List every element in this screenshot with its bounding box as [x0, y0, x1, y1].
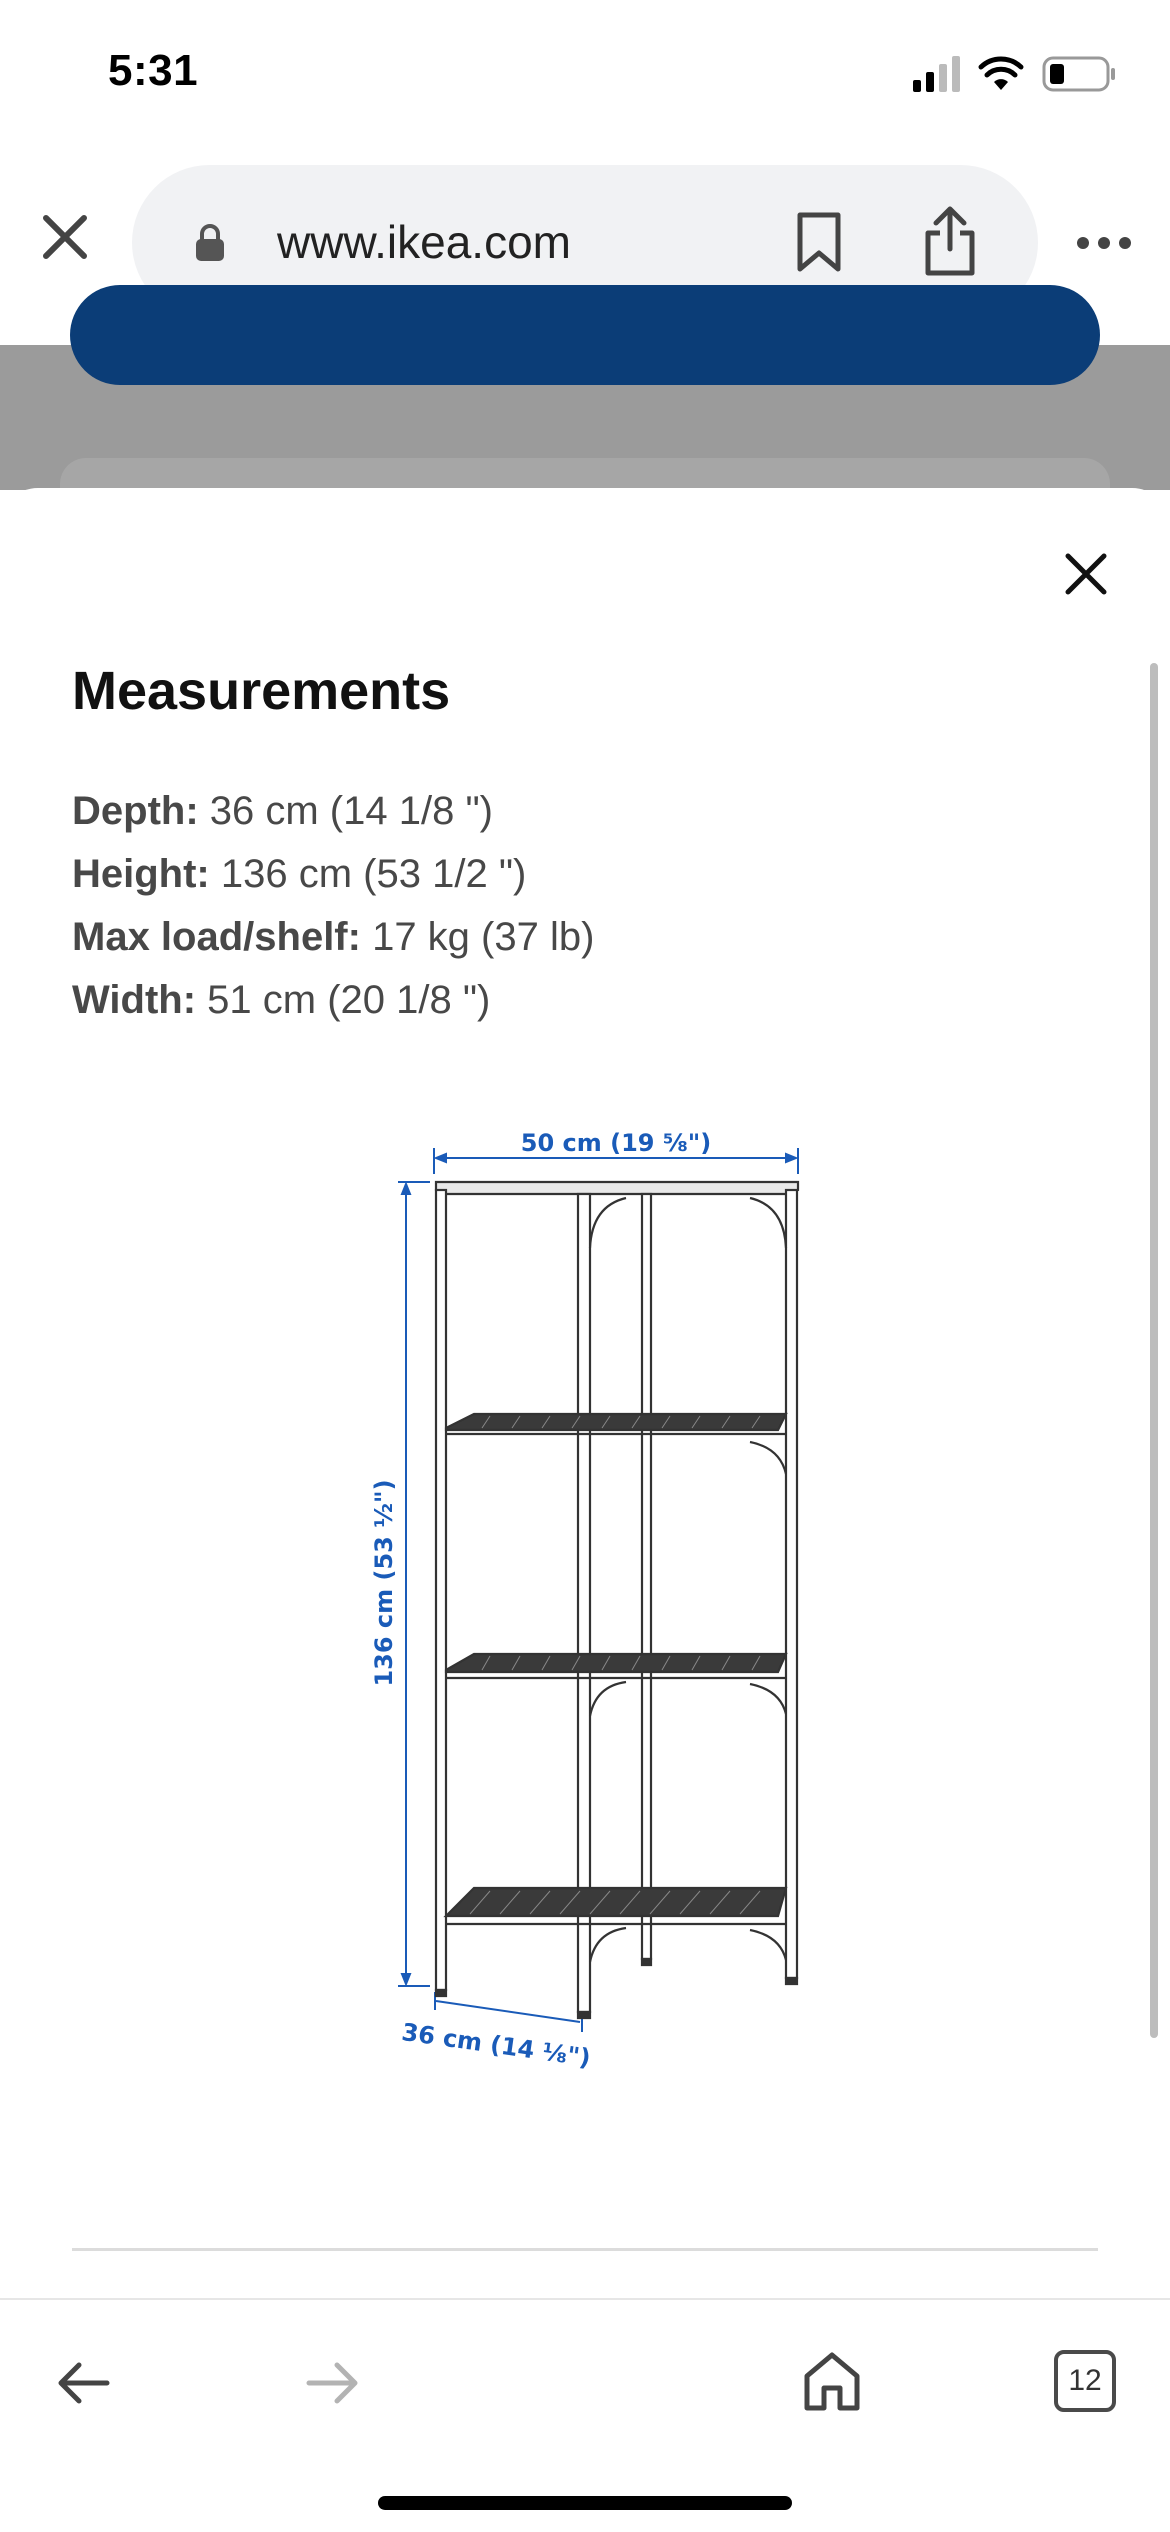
status-bar — [0, 0, 1170, 150]
cellular-signal-icon — [913, 56, 960, 92]
measurement-depth — [72, 780, 594, 843]
scrollbar[interactable] — [1150, 663, 1158, 2038]
width-label: 50 cm (19 ⅝") — [520, 1129, 712, 1157]
close-icon[interactable] — [38, 210, 92, 264]
lock-icon — [194, 223, 226, 263]
tabs-button[interactable]: 12 — [1054, 2350, 1116, 2412]
browser-bottom-toolbar — [0, 2298, 1170, 2532]
measurement-value: 17 kg (37 lb) — [372, 915, 595, 959]
measurement-label: Height: — [72, 852, 210, 896]
measurement-value: 36 cm (14 1/8 ") — [209, 789, 493, 833]
measurement-value: 136 cm (53 1/2 ") — [220, 852, 527, 896]
page-title: Measurements — [72, 661, 451, 721]
depth-label: 36 cm (14 ⅛") — [399, 2017, 593, 2073]
share-icon[interactable] — [922, 205, 978, 277]
measurement-height — [72, 843, 594, 906]
divider — [72, 2248, 1098, 2251]
measurement-label: Depth: — [72, 789, 199, 833]
arrow-left-icon[interactable] — [55, 2360, 111, 2406]
close-icon[interactable] — [1062, 550, 1110, 598]
measurements-sheet — [0, 488, 1170, 2298]
background-button — [70, 285, 1100, 385]
measurement-width — [72, 969, 594, 1032]
measurement-value: 51 cm (20 1/8 ") — [207, 978, 491, 1022]
status-icons — [913, 52, 1116, 96]
home-icon[interactable] — [802, 2350, 862, 2412]
status-time: 5:31 — [108, 46, 199, 95]
shelf-dimension-diagram — [340, 1098, 820, 2073]
measurement-label: Max load/shelf: — [72, 915, 361, 959]
measurement-max-load — [72, 906, 594, 969]
shelf-unit-drawing — [436, 1182, 798, 2018]
url-text[interactable]: www.ikea.com — [277, 216, 571, 268]
height-label: 136 cm (53 ½") — [370, 1479, 398, 1687]
home-indicator — [378, 2496, 792, 2510]
arrow-right-icon[interactable] — [305, 2360, 361, 2406]
measurement-label: Width: — [72, 978, 197, 1022]
bookmark-icon[interactable] — [794, 211, 844, 273]
page-overlay[interactable] — [0, 345, 1170, 490]
measurement-list — [72, 780, 594, 1032]
wifi-icon — [978, 56, 1024, 92]
more-icon[interactable] — [1076, 236, 1132, 250]
battery-icon — [1042, 55, 1116, 93]
